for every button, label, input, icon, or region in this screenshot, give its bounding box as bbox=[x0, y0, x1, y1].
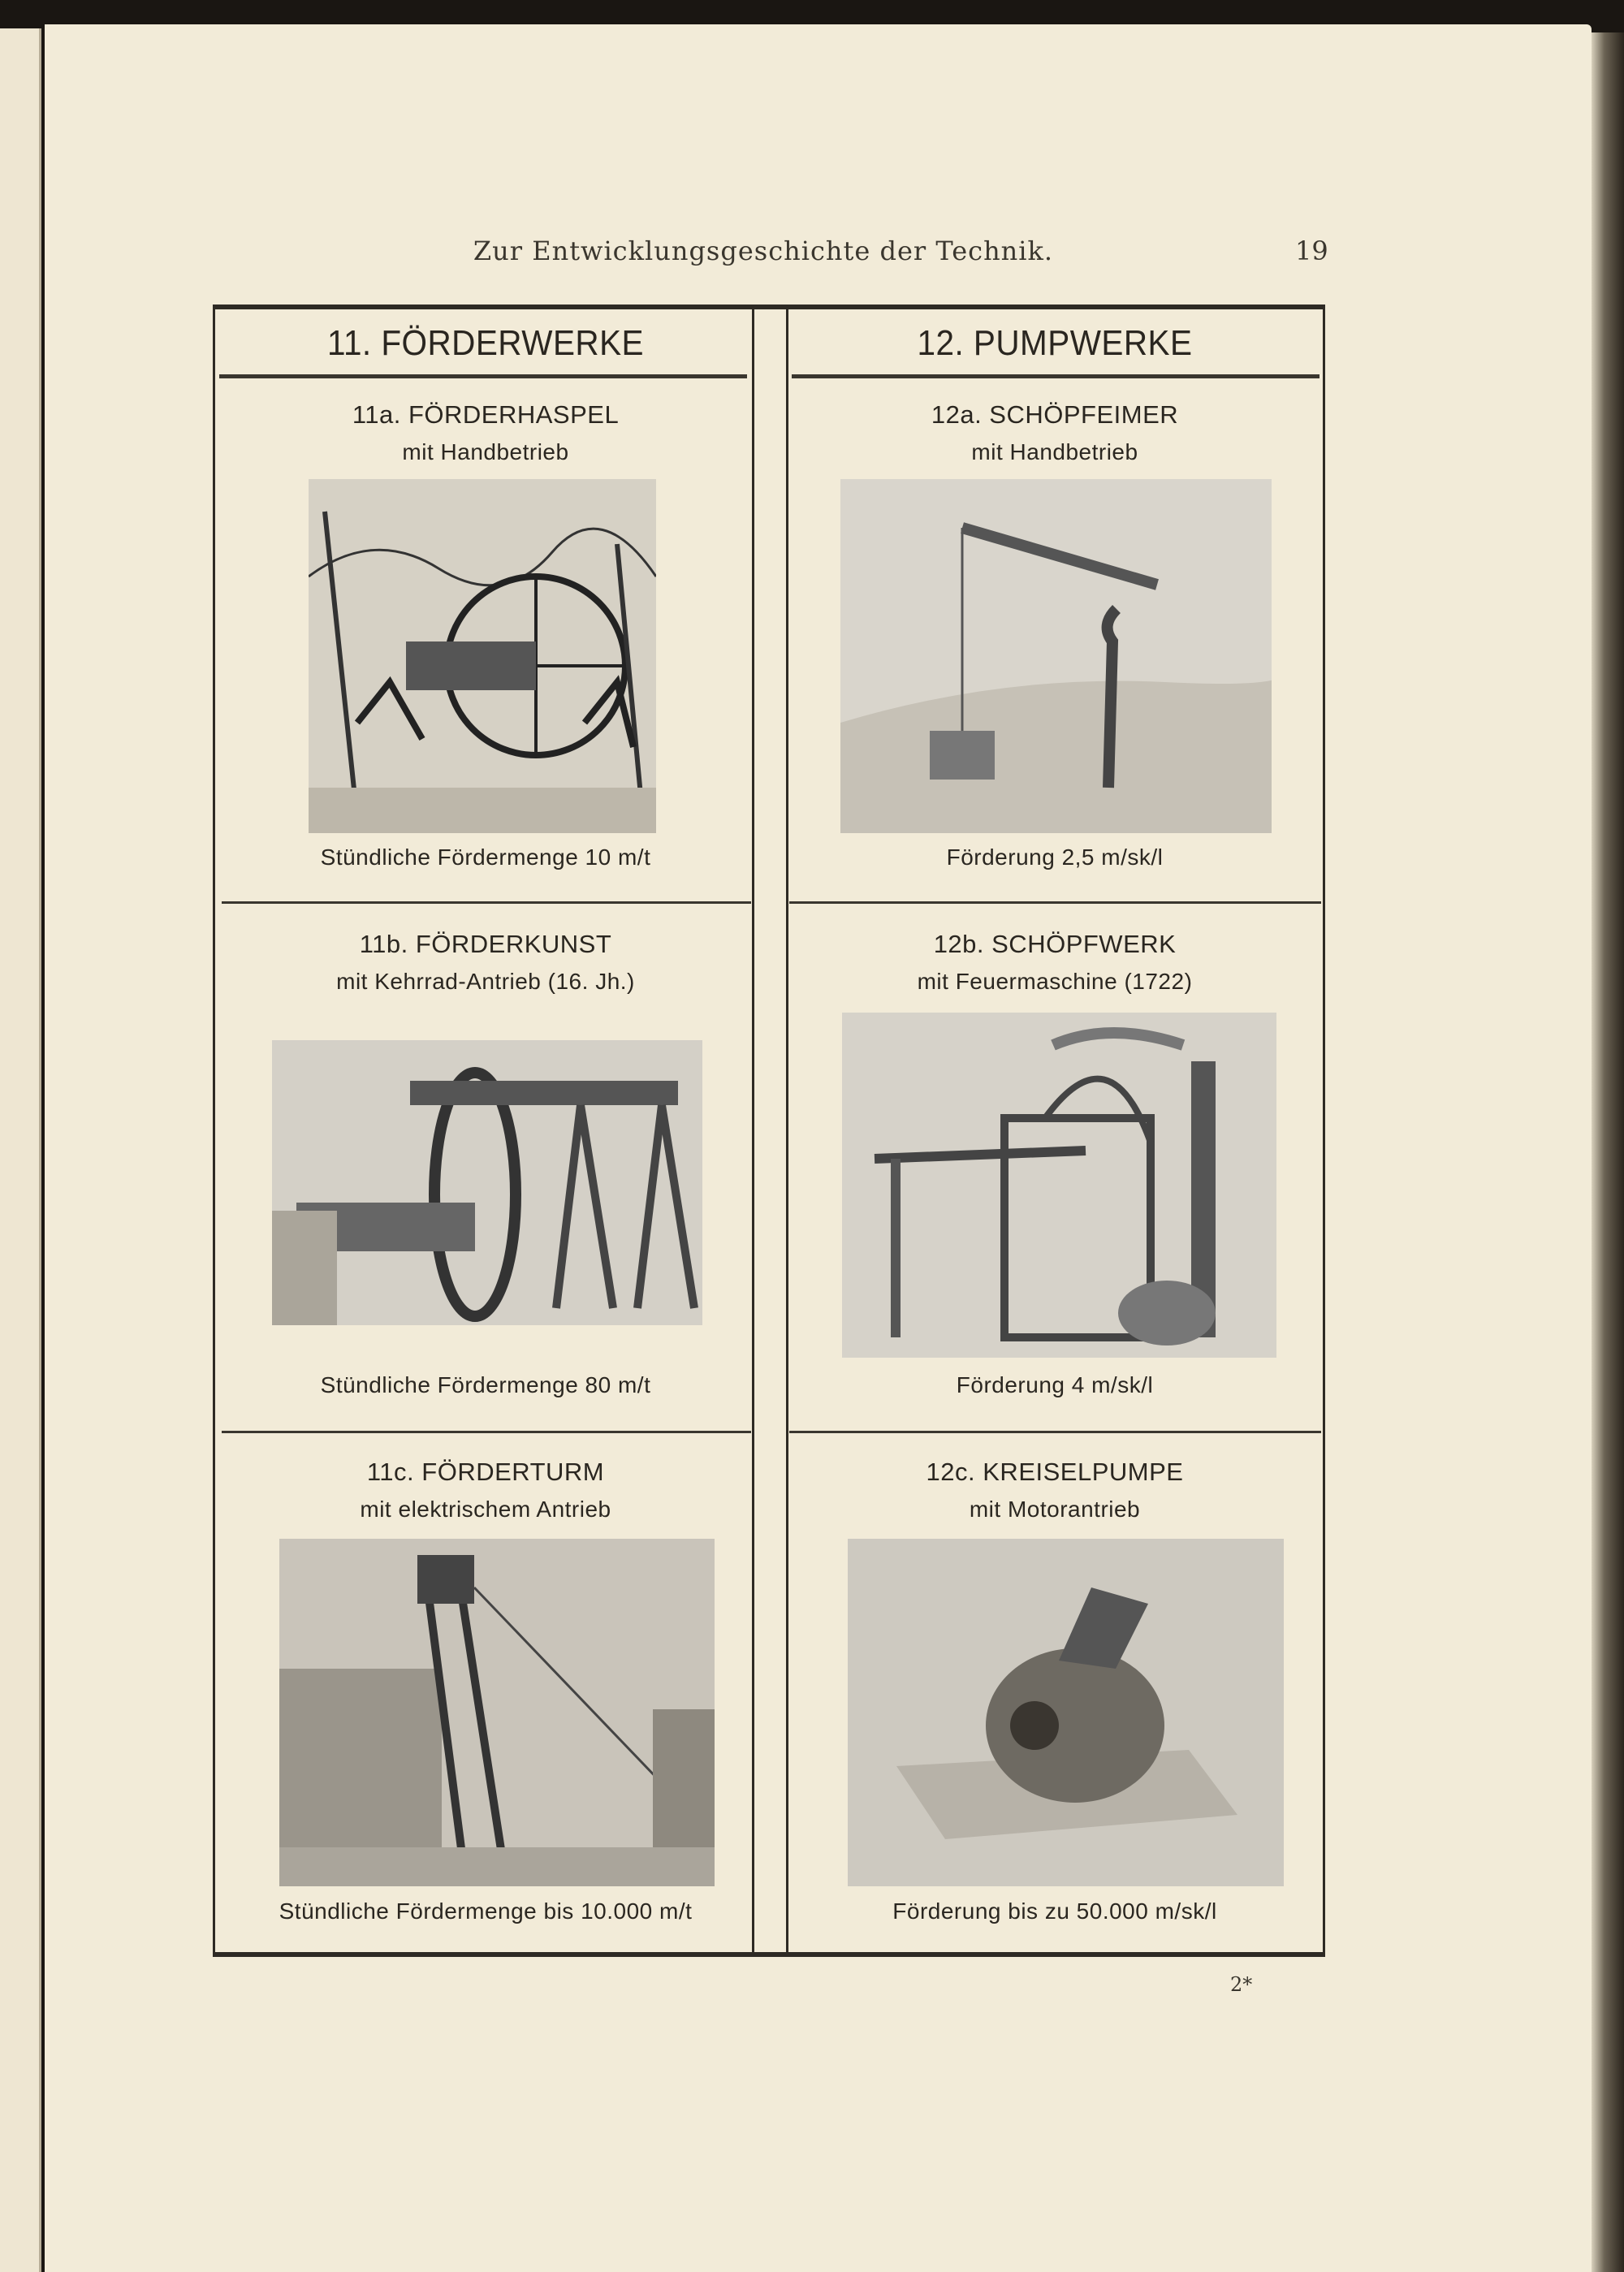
entry-subtitle: mit Handbetrieb bbox=[402, 439, 569, 464]
heading-rule-right bbox=[792, 374, 1320, 378]
entry-caption: Stündliche Fördermenge 10 m/t bbox=[320, 844, 651, 870]
woodcut-haspel-image bbox=[309, 479, 656, 833]
column-heading-pumpwerke: 12. PUMPWERKE bbox=[917, 323, 1193, 363]
entry-title: 11b. FÖRDERKUNST bbox=[359, 930, 612, 958]
headframe-tower-image bbox=[279, 1539, 715, 1886]
entry-title: 11a. FÖRDERHASPEL bbox=[352, 400, 620, 429]
entry-subtitle: mit Handbetrieb bbox=[971, 439, 1138, 464]
column-heading-foerderwerke: 11. FÖRDERWERKE bbox=[326, 323, 645, 363]
heading-rule-left bbox=[219, 374, 747, 378]
kehrrad-image bbox=[272, 1040, 702, 1325]
page-edge-shadow bbox=[1592, 32, 1624, 2272]
entry-subtitle: mit Feuermaschine (1722) bbox=[917, 969, 1193, 994]
entry-caption: Förderung 4 m/sk/l bbox=[956, 1372, 1154, 1397]
entry-caption: Förderung 2,5 m/sk/l bbox=[946, 844, 1164, 870]
entry-title: 12c. KREISELPUMPE bbox=[926, 1458, 1184, 1486]
entry-title: 12b. SCHÖPFWERK bbox=[933, 930, 1177, 958]
entry-title: 12a. SCHÖPFEIMER bbox=[931, 400, 1179, 429]
entry-caption: Stündliche Fördermenge 80 m/t bbox=[320, 1372, 651, 1397]
entry-subtitle: mit Motorantrieb bbox=[969, 1497, 1141, 1522]
column-divider-left bbox=[752, 307, 754, 1955]
entry-caption: Stündliche Fördermenge bis 10.000 m/t bbox=[279, 1898, 693, 1924]
centrifugal-pump-image bbox=[848, 1539, 1284, 1886]
entry-title: 11c. FÖRDERTURM bbox=[366, 1458, 605, 1486]
row-divider bbox=[789, 1431, 1321, 1433]
row-divider bbox=[789, 901, 1321, 904]
signature-mark: 2* bbox=[1230, 1973, 1253, 1996]
page-number: 19 bbox=[1295, 235, 1328, 266]
entry-subtitle: mit Kehrrad-Antrieb (16. Jh.) bbox=[336, 969, 635, 994]
facing-page-edge bbox=[0, 28, 41, 2272]
column-divider-right bbox=[786, 307, 788, 1955]
row-divider bbox=[222, 1431, 751, 1433]
row-divider bbox=[222, 901, 751, 904]
entry-caption: Förderung bis zu 50.000 m/sk/l bbox=[892, 1898, 1217, 1924]
running-head: Zur Entwicklungsgeschichte der Technik. bbox=[473, 235, 1054, 266]
well-sweep-image bbox=[840, 479, 1272, 833]
steam-engine-image bbox=[842, 1013, 1276, 1358]
entry-subtitle: mit elektrischem Antrieb bbox=[360, 1497, 611, 1522]
